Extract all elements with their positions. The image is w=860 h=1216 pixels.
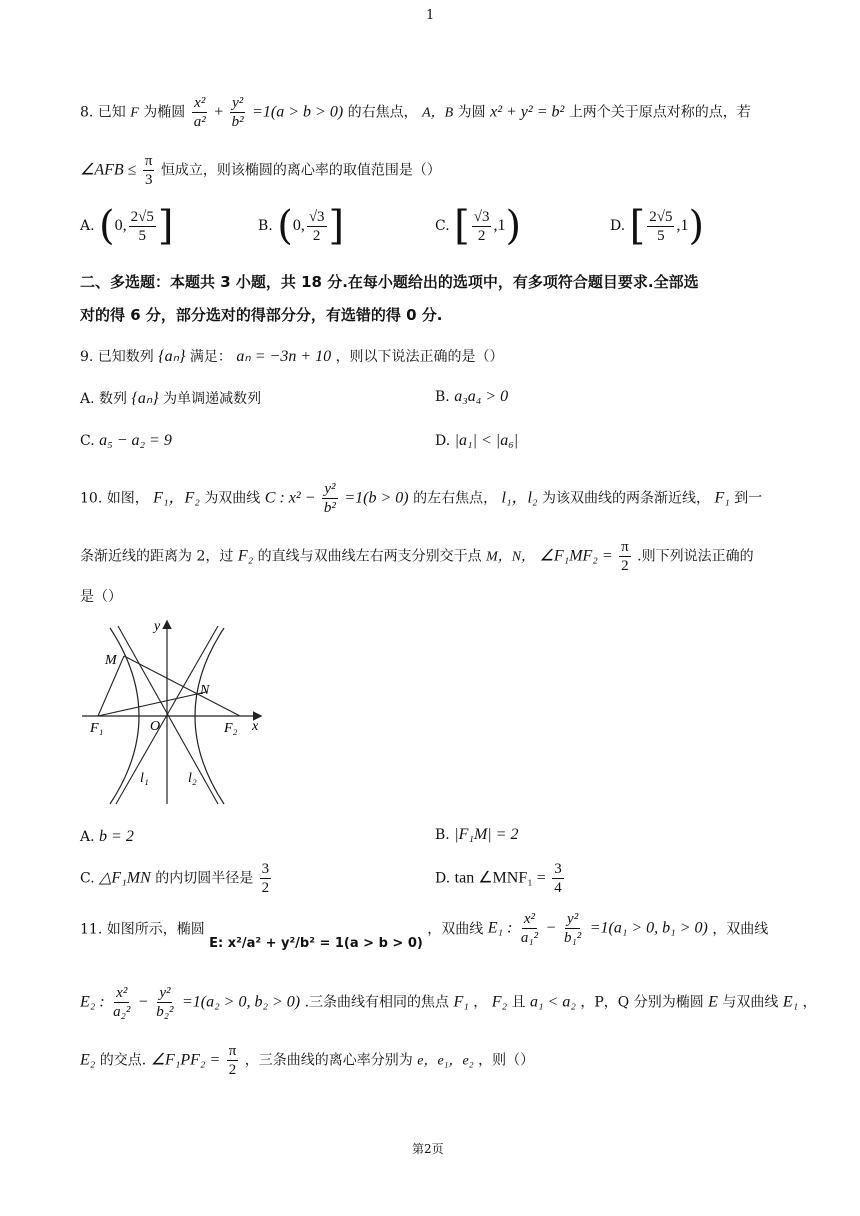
option-label: C. bbox=[435, 218, 450, 234]
q8-number: 8. 已知 bbox=[80, 104, 126, 121]
q11-cond: =1(a₁ > 0, b₁ > 0) bbox=[589, 919, 708, 937]
q11-text: ， bbox=[473, 994, 488, 1011]
q11-text: ，则（） bbox=[478, 1052, 535, 1069]
option-math: a₅ − a₂ = 9 bbox=[99, 432, 172, 449]
q10-number: 10. 如图， bbox=[80, 490, 149, 507]
q9-stem bbox=[80, 346, 504, 366]
q10-text: 为该双曲线的两条渐近线， bbox=[542, 490, 711, 507]
paren-close: ) bbox=[688, 203, 705, 249]
option-label: C. bbox=[80, 433, 95, 449]
q10-text: 的直线与双曲线左右两支分别交于点 bbox=[257, 548, 482, 565]
line-f1-n bbox=[98, 692, 206, 716]
q10-asymptotes: l₁，l₂ bbox=[501, 489, 538, 507]
q10-option-b[interactable] bbox=[435, 826, 518, 844]
option-value: 0, bbox=[292, 217, 305, 234]
q8-focus-F: F bbox=[130, 105, 139, 121]
option-frac: $\frac{3}{4}$ bbox=[554, 861, 562, 896]
option-math: |F₁M| = 2 bbox=[454, 826, 519, 843]
q8-ellipse-cond: =1(a > b > 0) bbox=[252, 103, 344, 121]
q9-option-c[interactable] bbox=[80, 432, 172, 450]
q11-frac: $\frac{\text{x²}}{\text{a₁²}}$ bbox=[520, 911, 539, 946]
q9-number: 9. 已知数列 bbox=[80, 349, 154, 365]
q9-formula: aₙ = −3n + 10 bbox=[236, 348, 332, 365]
option-label: B. bbox=[435, 389, 450, 405]
q11-hyperbola-ref: E₁ bbox=[782, 993, 799, 1011]
label-F2: F₂ bbox=[224, 721, 238, 736]
page-footer: 第2页 bbox=[412, 1142, 444, 1156]
q8-frac-y: $\frac{\text{y²}}{\text{b²}}$ bbox=[231, 95, 244, 130]
q10-focus: F₂ bbox=[237, 547, 254, 565]
q8-frac-x: $\frac{\text{x²}}{\text{a²}}$ bbox=[193, 95, 206, 130]
q11-hyperbola-ref: E₂ bbox=[80, 1051, 96, 1069]
option-value: 0, bbox=[114, 217, 127, 234]
paren-open: ( bbox=[99, 203, 115, 249]
option-label: D. bbox=[435, 433, 451, 449]
q11-minus: − bbox=[546, 919, 556, 937]
q10-angle: ∠F₁MF₂ = bbox=[539, 547, 613, 565]
q8-text: 为椭圆 bbox=[143, 104, 186, 121]
q9-text: 满足： bbox=[189, 349, 232, 365]
q10-text: 的左右焦点， bbox=[413, 490, 498, 507]
option-frac: $\frac{√3}{2}$ bbox=[473, 208, 490, 244]
label-O: O bbox=[150, 719, 161, 734]
q11-ellipse-equation: E: x²/a² + y²/b² = 1(a > b > 0) bbox=[209, 935, 423, 951]
option-frac: $\frac{2√5}{5}$ bbox=[130, 208, 154, 244]
q9-option-d[interactable] bbox=[435, 432, 518, 450]
q8-text: 恒成立，则该椭圆的离心率的取值范围是（） bbox=[160, 162, 441, 179]
q11-frac: $\frac{\text{y²}}{\text{b₁²}}$ bbox=[564, 911, 582, 946]
q10-points: M，N， bbox=[486, 549, 536, 565]
q8-points: A，B bbox=[422, 105, 454, 121]
q11-frac: $\frac{\text{x²}}{\text{a₂²}}$ bbox=[113, 985, 131, 1020]
bracket-close: ] bbox=[328, 203, 345, 249]
option-math: {aₙ} bbox=[131, 390, 159, 407]
q11-text: 的交点. bbox=[99, 1052, 147, 1069]
q11-text: ，三条曲线的离心率分别为 bbox=[244, 1052, 413, 1069]
option-math: |a₁| < |a₆| bbox=[454, 432, 519, 449]
q11-focus: F₂ bbox=[491, 993, 508, 1011]
section-heading-line2: 对的得 6 分，部分选对的得部分分，有选错的得 0 分. bbox=[80, 306, 443, 324]
option-label: A. bbox=[80, 829, 95, 845]
q9-option-a[interactable] bbox=[80, 388, 261, 408]
q8-text: 为圆 bbox=[457, 104, 486, 121]
option-frac: $\frac{3}{2}$ bbox=[261, 861, 270, 896]
option-text: 为单调递减数列 bbox=[163, 391, 262, 407]
q11-text: .三条曲线有相同的焦点 bbox=[304, 994, 450, 1011]
option-frac: $\frac{2√5}{5}$ bbox=[649, 208, 673, 244]
q10-line2 bbox=[80, 538, 754, 575]
option-label: B. bbox=[435, 827, 450, 843]
q8-text: 上两个关于原点对称的点，若 bbox=[568, 104, 751, 121]
q10-focus: F₁ bbox=[714, 489, 730, 507]
label-l2: l₂ bbox=[188, 771, 197, 786]
label-x: x bbox=[252, 719, 259, 734]
q10-line1 bbox=[80, 480, 762, 517]
option-label: D. bbox=[610, 218, 626, 234]
bracket-close: ] bbox=[157, 203, 174, 249]
q8-frac-pi: $\frac{\pi}{3}$ bbox=[144, 153, 153, 188]
option-value: ,1 bbox=[676, 217, 689, 234]
q8-option-a[interactable] bbox=[80, 203, 174, 249]
q10-cond: =1(b > 0) bbox=[344, 489, 409, 507]
option-label: C. bbox=[80, 870, 95, 887]
option-text: 数列 bbox=[99, 391, 128, 407]
q11-line2 bbox=[80, 984, 817, 1021]
q11-number: 11. 如图所示，椭圆 bbox=[80, 921, 205, 938]
q8-angle: ∠AFB ≤ bbox=[80, 161, 137, 179]
q11-line3 bbox=[80, 1042, 534, 1079]
q11-angle: ∠F₁PF₂ = bbox=[150, 1051, 221, 1069]
q11-focus: F₁ bbox=[453, 993, 469, 1011]
q10-option-c[interactable] bbox=[80, 860, 273, 897]
option-frac: $\frac{√3}{2}$ bbox=[308, 208, 325, 244]
q8-option-d[interactable] bbox=[610, 203, 705, 249]
q8-line2 bbox=[80, 152, 441, 189]
q11-text: ，双曲线 bbox=[712, 921, 769, 938]
option-label: A. bbox=[80, 391, 95, 407]
q11-frac-pi: $\frac{\pi}{2}$ bbox=[228, 1043, 237, 1078]
option-value: ,1 bbox=[493, 217, 506, 234]
bracket-open: [ bbox=[454, 203, 470, 249]
q11-ellipse-ref: E bbox=[708, 993, 718, 1011]
label-y: y bbox=[154, 619, 161, 634]
q10-hyperbola: C : x² − bbox=[264, 489, 316, 507]
q11-hyperbola-e1: E₁ : bbox=[487, 919, 513, 937]
q8-plus: + bbox=[214, 103, 224, 121]
q9-text: ，则以下说法正确的是（） bbox=[335, 349, 504, 365]
q10-frac: $\frac{\text{y²}}{\text{b²}}$ bbox=[323, 481, 336, 516]
q11-frac: $\frac{\text{y²}}{\text{b₂²}}$ bbox=[156, 985, 174, 1020]
q11-text: ，双曲线 bbox=[427, 921, 484, 938]
q10-text: 为双曲线 bbox=[204, 490, 261, 507]
hyperbola-figure bbox=[80, 616, 270, 806]
q11-text: 与双曲线 bbox=[722, 994, 779, 1011]
option-text: 的内切圆半径是 bbox=[155, 870, 254, 887]
line-m-f2 bbox=[124, 656, 240, 716]
q8-line1 bbox=[80, 94, 751, 131]
section-heading-line1: 二、多选题：本题共 3 小题，共 18 分.在每小题给出的选项中，有多项符合题目要求.全部选 bbox=[80, 273, 699, 291]
q11-eccentricities: e，e₁，e₂ bbox=[417, 1053, 474, 1069]
q9-sequence: {aₙ} bbox=[158, 348, 186, 365]
q11-text: ，P，Q 分别为椭圆 bbox=[580, 994, 704, 1011]
q11-ineq: a₁ < a₂ bbox=[529, 993, 576, 1011]
q10-text: 条渐近线的距离为 2，过 bbox=[80, 548, 234, 565]
q10-line3: 是（） bbox=[80, 589, 122, 605]
paren-close: ) bbox=[505, 203, 522, 249]
q8-text: 的右焦点， bbox=[347, 104, 418, 121]
bracket-open: [ bbox=[629, 203, 646, 249]
option-math: △F₁MN bbox=[99, 869, 151, 887]
label-F1: F₁ bbox=[90, 721, 104, 736]
q10-text: 到一 bbox=[734, 490, 763, 507]
q8-circle-eq: x² + y² = b² bbox=[490, 103, 565, 121]
q11-minus: − bbox=[138, 993, 148, 1011]
q11-text: ， bbox=[802, 994, 817, 1011]
label-l1: l₁ bbox=[140, 771, 149, 786]
label-M: M bbox=[105, 653, 117, 668]
option-math: tan ∠MNF₁ = bbox=[454, 869, 546, 887]
q9-option-b[interactable] bbox=[435, 388, 508, 406]
q8-option-c[interactable] bbox=[435, 203, 522, 249]
q10-text: .则下列说法正确的 bbox=[637, 548, 754, 565]
option-label: B. bbox=[258, 218, 273, 234]
option-label: A. bbox=[80, 218, 95, 234]
q10-option-d[interactable] bbox=[435, 860, 566, 897]
q11-cond: =1(a₂ > 0, b₂ > 0) bbox=[181, 993, 301, 1011]
label-N: N bbox=[200, 683, 210, 698]
option-label: D. bbox=[435, 870, 451, 887]
q11-hyperbola-e2: E₂ : bbox=[80, 993, 105, 1011]
q10-foci: F₁，F₂ bbox=[153, 489, 200, 507]
option-math: b = 2 bbox=[99, 828, 134, 845]
option-math: a₃a₄ > 0 bbox=[454, 388, 509, 405]
q11-line1 bbox=[80, 910, 769, 951]
q11-text: 且 bbox=[511, 994, 526, 1011]
q10-frac-pi: $\frac{\pi}{2}$ bbox=[621, 539, 629, 574]
q8-option-b[interactable] bbox=[258, 203, 345, 249]
page-number: 1 bbox=[426, 8, 435, 23]
paren-open: ( bbox=[277, 203, 293, 249]
q10-option-a[interactable] bbox=[80, 828, 134, 846]
